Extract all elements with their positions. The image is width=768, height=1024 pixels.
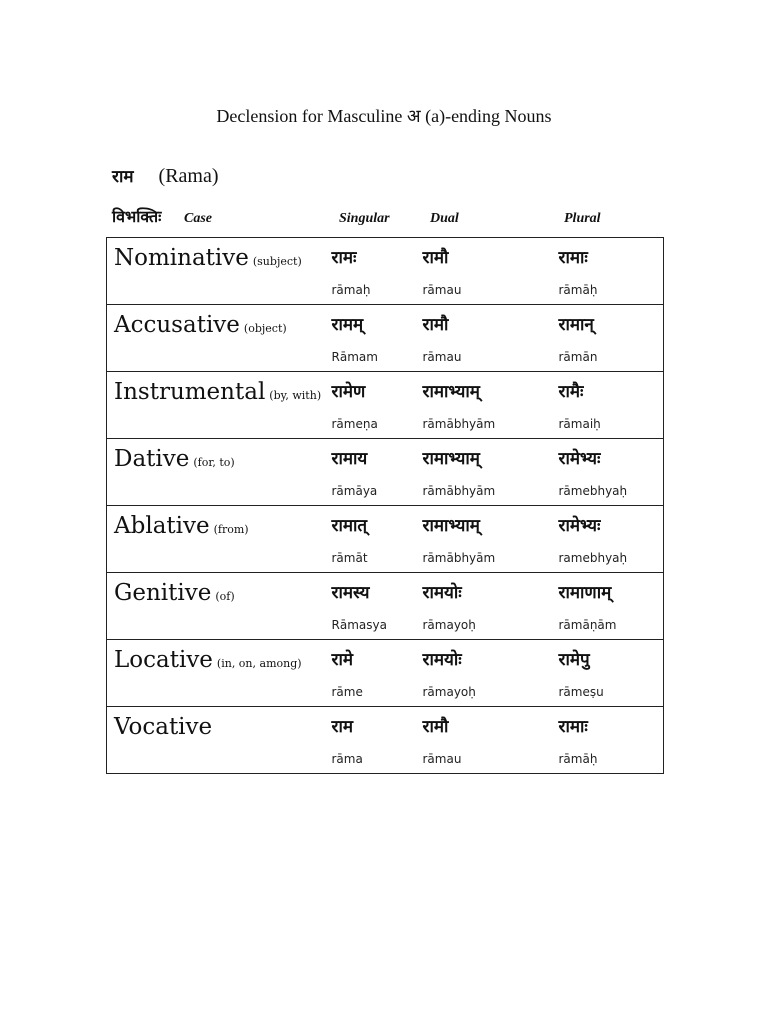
page-title: Declension for Masculine अ (a)-ending Nouns [216,106,552,126]
plural-transliteration: rāmāḥ [558,752,598,766]
dual-cell [423,707,559,774]
dual-devanagari: रामाभ्याम् [422,516,480,536]
case-name: Vocative [114,714,213,740]
dual-cell [423,506,559,573]
case-cell [107,305,332,372]
case-cell [107,640,332,707]
case-name: Ablative [114,513,210,539]
case-gloss: (by, with) [269,389,322,402]
plural-cell [559,506,664,573]
dual-transliteration: rāmau [422,752,462,766]
plural-devanagari: रामेभ्यः [558,516,601,536]
singular-cell [332,640,423,707]
plural-column-header: Plural [564,211,601,226]
singular-devanagari: रामाय [331,449,368,469]
plural-cell [559,707,664,774]
dual-transliteration: rāmābhyām [422,484,496,498]
singular-column-header: Singular [339,211,390,226]
dual-cell [423,238,559,305]
singular-cell [332,439,423,506]
singular-transliteration: rāme [331,685,363,699]
plural-transliteration: rāmāḥ [558,283,598,297]
plural-cell [559,439,664,506]
case-cell [107,439,332,506]
singular-devanagari: रामः [331,248,357,268]
singular-cell [332,506,423,573]
singular-devanagari: रामम् [331,315,364,335]
singular-devanagari: रामात् [331,516,368,536]
singular-transliteration: rāmāya [331,484,378,498]
singular-devanagari: राम [331,717,354,737]
case-cell [107,372,332,439]
singular-transliteration: Rāmam [331,350,378,364]
dual-cell [423,372,559,439]
plural-transliteration: ramebhyaḥ [558,551,628,565]
case-name: Accusative [114,312,240,338]
dual-cell [423,439,559,506]
table-row [107,372,664,439]
table-row [107,238,664,305]
singular-transliteration: rāma [331,752,363,766]
singular-cell [332,707,423,774]
singular-transliteration: rāmaḥ [331,283,371,297]
plural-cell [559,305,664,372]
plural-cell [559,640,664,707]
dual-cell [423,305,559,372]
table-row [107,573,664,640]
table-row [107,640,664,707]
dual-column-header: Dual [430,211,459,226]
dual-transliteration: rāmau [422,350,462,364]
case-name: Genitive [114,580,212,606]
case-gloss: (from) [213,523,249,536]
singular-devanagari: रामेण [331,382,366,402]
case-cell [107,707,332,774]
noun-gloss: (Rama) [158,165,219,187]
singular-transliteration: rāmāt [331,551,368,565]
dual-devanagari: रामौ [422,248,449,268]
plural-devanagari: रामाणाम् [558,583,612,603]
table-row [107,305,664,372]
singular-transliteration: Rāmasya [331,618,387,632]
case-name: Nominative [114,245,249,271]
dual-cell [423,573,559,640]
dual-cell [423,640,559,707]
singular-devanagari: रामस्य [331,583,370,603]
case-cell [107,573,332,640]
case-gloss: (in, on, among) [216,657,302,670]
noun-heading [112,164,219,188]
dual-devanagari: रामौ [422,717,449,737]
case-name: Locative [114,647,213,673]
plural-devanagari: रामैः [558,382,584,402]
table-row [107,506,664,573]
case-gloss: (subject) [252,255,302,268]
case-cell [107,238,332,305]
case-gloss: (object) [243,322,287,335]
plural-transliteration: rāmāṇām [558,618,617,632]
case-gloss: (of) [215,590,235,603]
plural-devanagari: रामेपु [558,650,590,670]
dual-transliteration: rāmayoḥ [422,618,476,632]
declension-table [106,237,664,774]
dual-devanagari: रामयोः [422,650,462,670]
dual-transliteration: rāmābhyām [422,551,496,565]
plural-cell [559,372,664,439]
plural-transliteration: rāmeṣu [558,685,604,699]
plural-cell [559,238,664,305]
plural-devanagari: रामाः [558,717,588,737]
case-cell [107,506,332,573]
singular-cell [332,238,423,305]
case-name: Instrumental [114,379,266,405]
singular-cell [332,305,423,372]
dual-transliteration: rāmayoḥ [422,685,476,699]
singular-cell [332,573,423,640]
case-name: Dative [114,446,190,472]
plural-devanagari: रामान् [558,315,594,335]
singular-devanagari: रामे [331,650,354,670]
dual-devanagari: रामयोः [422,583,462,603]
table-row [107,439,664,506]
dual-devanagari: रामाभ्याम् [422,382,480,402]
singular-transliteration: rāmeṇa [331,417,378,431]
plural-transliteration: rāmān [558,350,598,364]
dual-devanagari: रामौ [422,315,449,335]
noun-devanagari: राम [112,167,134,187]
dual-transliteration: rāmābhyām [422,417,496,431]
singular-cell [332,372,423,439]
plural-devanagari: रामेभ्यः [558,449,601,469]
vibhakti-label: विभक्तिः [112,207,162,226]
plural-cell [559,573,664,640]
case-column-header: Case [184,211,212,226]
dual-transliteration: rāmau [422,283,462,297]
plural-devanagari: रामाः [558,248,588,268]
plural-transliteration: rāmaiḥ [558,417,601,431]
dual-devanagari: रामाभ्याम् [422,449,480,469]
case-gloss: (for, to) [193,456,235,469]
table-row [107,707,664,774]
plural-transliteration: rāmebhyaḥ [558,484,628,498]
